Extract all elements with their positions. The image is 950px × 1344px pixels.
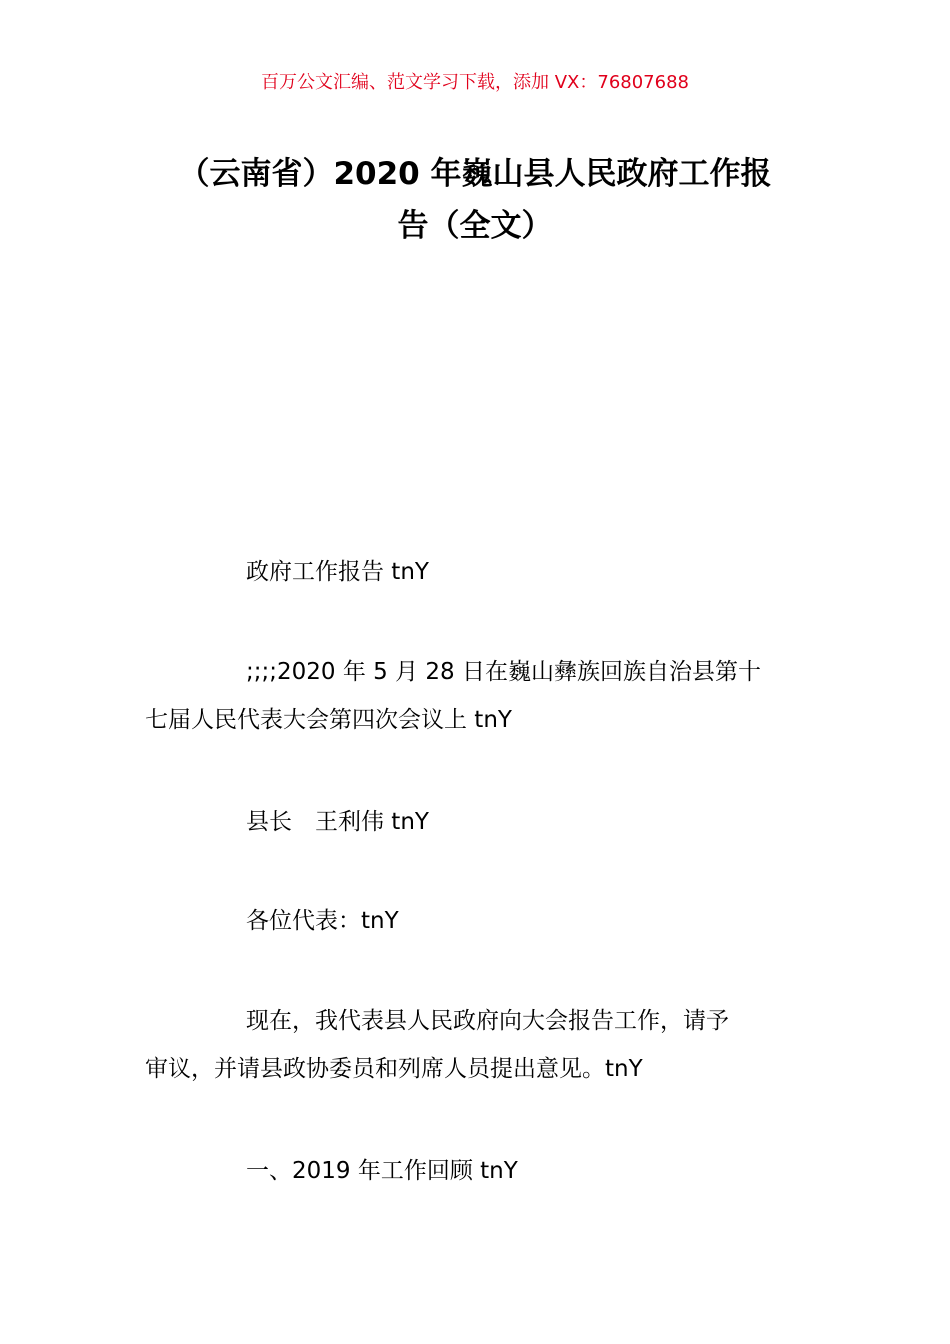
paragraph-line: 一、2019 年工作回顾 tnY [246,1158,518,1184]
paragraph-line: 现在，我代表县人民政府向大会报告工作，请予 [246,1008,729,1034]
paragraph-line: ;;;;2020 年 5 月 28 日在巍山彝族回族自治县第十 [246,659,761,685]
document-title [140,148,810,252]
paragraph-salutation [145,897,810,945]
paragraph-speaker [145,798,810,846]
paragraph-line: 县长 王利伟 tnY [246,809,429,835]
paragraph-line: 各位代表：tnY [246,908,399,934]
document-title-line-1: （云南省）2020 年巍山县人民政府工作报 [178,156,772,192]
paragraph-meeting-info [145,648,810,744]
paragraph-line: 政府工作报告 tnY [246,559,429,585]
header-watermark-note: 百万公文汇编、范文学习下载，添加 VX：76807688 [261,72,689,93]
paragraph-line: 审议，并请县政协委员和列席人员提出意见。tnY [145,1056,643,1082]
paragraph-report-heading [145,548,810,596]
paragraph-line: 七届人民代表大会第四次会议上 tnY [145,707,512,733]
document-title-line-2: 告（全文） [397,208,553,244]
section-heading-review [145,1147,810,1195]
paragraph-opening [145,997,810,1093]
